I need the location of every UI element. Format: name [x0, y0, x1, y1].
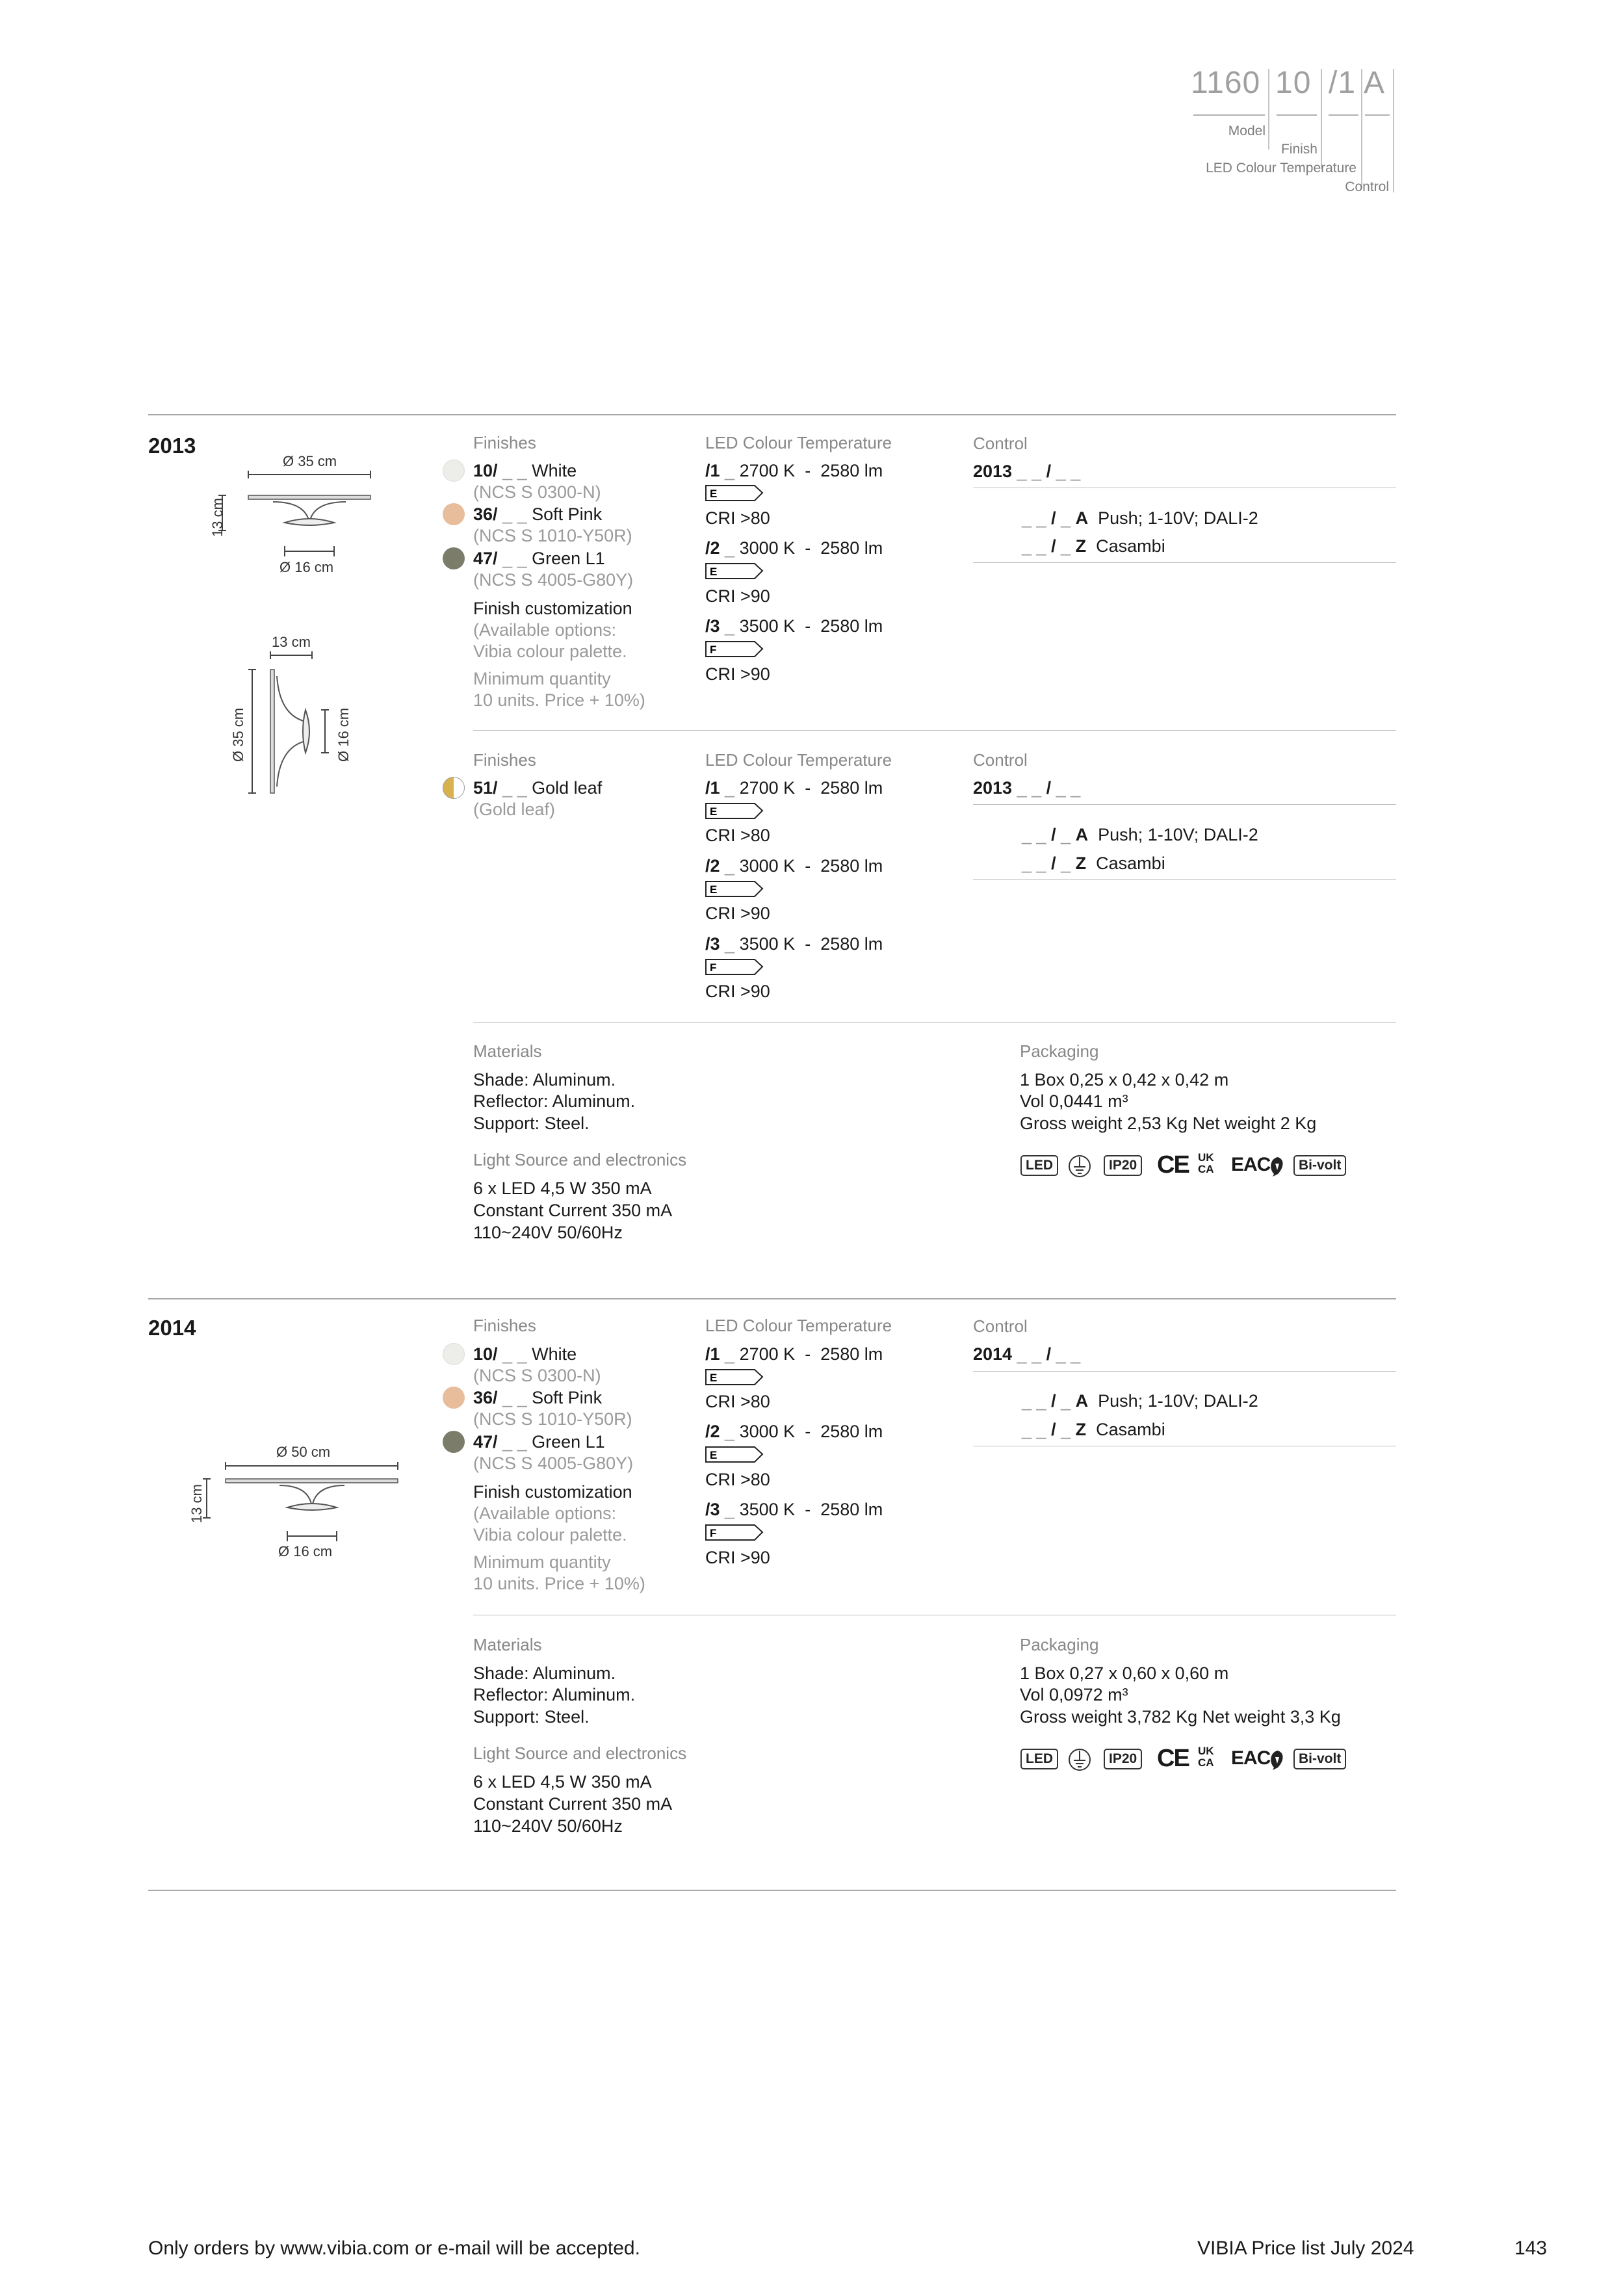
weee-icon	[1266, 1748, 1286, 1771]
divider	[148, 1890, 1396, 1891]
finishes-heading: Finishes	[473, 433, 536, 452]
led-option-1[interactable]: /1 _ 2700 K - 2580 lm	[705, 778, 883, 798]
control-heading: Control	[973, 1316, 1028, 1336]
svg-text:E: E	[710, 883, 718, 896]
light-source-heading: Light Source and electronics	[473, 1743, 687, 1763]
energy-label-icon	[705, 563, 764, 580]
light-source-line: 6 x LED 4,5 W 350 mA	[473, 1772, 652, 1792]
finish-ncs: (NCS S 4005-G80Y)	[473, 570, 634, 590]
svg-text:E: E	[710, 1449, 718, 1461]
light-source-line: 110~240V 50/60Hz	[473, 1223, 623, 1242]
energy-label-icon	[705, 803, 764, 820]
finish-option-green[interactable]: 47/ _ _ Green L1	[473, 549, 605, 568]
led-cri: CRI >90	[705, 664, 770, 684]
class-earth-icon	[1067, 1747, 1092, 1772]
ce-mark-icon: CE	[1157, 1745, 1189, 1772]
finishes-heading: Finishes	[473, 1316, 536, 1335]
led-option-1[interactable]: /1 _ 2700 K - 2580 lm	[705, 461, 883, 480]
finish-swatch-white	[443, 1343, 465, 1365]
finish-customization-note: (Available options:	[473, 620, 617, 640]
led-option-2[interactable]: /2 _ 3000 K - 2580 lm	[705, 1422, 883, 1441]
finish-customization-note: Minimum quantity	[473, 1552, 611, 1572]
energy-label-icon	[705, 641, 764, 658]
divider	[473, 1022, 1396, 1023]
control-option-z[interactable]: _ _ / _ Z Casambi	[1022, 1420, 1165, 1439]
led-option-2[interactable]: /2 _ 3000 K - 2580 lm	[705, 538, 883, 558]
model-code-label-control: Control	[1345, 179, 1389, 194]
material-line: Support: Steel.	[473, 1707, 590, 1727]
control-divider	[973, 879, 1396, 880]
lamp-front-drawing	[188, 1459, 416, 1550]
packaging-line: Gross weight 3,782 Kg Net weight 3,3 Kg	[1020, 1707, 1341, 1727]
finish-swatch-green	[443, 1431, 465, 1453]
model-code-label-model: Model	[1228, 124, 1266, 138]
material-line: Support: Steel.	[473, 1114, 590, 1133]
energy-label-icon	[705, 881, 764, 898]
dim-bottom-diameter: Ø 16 cm	[279, 559, 334, 575]
dim-height: 13 cm	[209, 498, 226, 537]
control-code: 2013 _ _ / _ _	[973, 778, 1081, 798]
light-source-line: 110~240V 50/60Hz	[473, 1816, 623, 1836]
eac-mark-icon: EAC	[1231, 1154, 1271, 1175]
control-code: 2013 _ _ / _ _	[973, 462, 1081, 481]
svg-text:F: F	[710, 644, 717, 656]
finish-option-white[interactable]: 10/ _ _ White	[473, 1344, 577, 1364]
material-line: Shade: Aluminum.	[473, 1070, 616, 1089]
energy-label-icon	[705, 1369, 764, 1386]
led-heading: LED Colour Temperature	[705, 1316, 892, 1335]
led-cri: CRI >90	[705, 904, 770, 923]
finish-customization-note: Vibia colour palette.	[473, 1525, 627, 1545]
led-cri: CRI >80	[705, 1470, 770, 1489]
divider	[148, 1298, 1396, 1299]
model-code-finish: 10	[1275, 66, 1312, 100]
control-divider	[973, 562, 1396, 563]
finishes-heading: Finishes	[473, 750, 536, 770]
light-source-line: Constant Current 350 mA	[473, 1201, 673, 1220]
product-code-2013: 2013	[148, 434, 196, 458]
energy-label-icon	[705, 1524, 764, 1541]
packaging-line: 1 Box 0,25 x 0,42 x 0,42 m	[1020, 1070, 1229, 1089]
led-option-3[interactable]: /3 _ 3500 K - 2580 lm	[705, 616, 883, 636]
finish-ncs: (NCS S 1010-Y50R)	[473, 526, 632, 545]
divider	[473, 730, 1396, 731]
model-code-control: A	[1364, 66, 1386, 100]
page-number: 143	[1514, 2237, 1548, 2259]
led-option-2[interactable]: /2 _ 3000 K - 2580 lm	[705, 856, 883, 876]
product-code-2014: 2014	[148, 1316, 196, 1340]
finish-customization-note: Vibia colour palette.	[473, 642, 627, 661]
lamp-front-drawing	[208, 468, 383, 566]
dim-side-height: Ø 35 cm	[230, 707, 246, 762]
energy-label-icon	[705, 1446, 764, 1463]
finish-customization-note: Minimum quantity	[473, 669, 611, 688]
control-option-z[interactable]: _ _ / _ Z Casambi	[1022, 536, 1165, 556]
energy-label-icon	[705, 959, 764, 976]
light-source-line: 6 x LED 4,5 W 350 mA	[473, 1179, 652, 1198]
packaging-heading: Packaging	[1020, 1041, 1099, 1061]
model-code-led: /1	[1329, 66, 1357, 100]
light-source-line: Constant Current 350 mA	[473, 1794, 673, 1814]
divider	[148, 414, 1396, 415]
bi-volt-icon: Bi-volt	[1293, 1155, 1346, 1176]
materials-heading: Materials	[473, 1041, 542, 1061]
class-earth-icon	[1067, 1154, 1092, 1179]
finish-swatch-gold	[443, 777, 465, 799]
control-heading: Control	[973, 750, 1028, 770]
finish-customization-note: (Available options:	[473, 1504, 617, 1523]
packaging-line: Vol 0,0441 m³	[1020, 1091, 1128, 1111]
dim-height: 13 cm	[188, 1484, 205, 1523]
finish-option-green[interactable]: 47/ _ _ Green L1	[473, 1432, 605, 1452]
material-line: Reflector: Aluminum.	[473, 1091, 636, 1111]
svg-text:E: E	[710, 488, 718, 500]
dim-top-diameter: Ø 50 cm	[276, 1444, 331, 1460]
finish-swatch-soft-pink	[443, 503, 465, 525]
model-code-model: 1160	[1191, 66, 1261, 100]
finish-swatch-soft-pink	[443, 1387, 465, 1409]
led-cri: CRI >80	[705, 826, 770, 845]
svg-text:F: F	[710, 1527, 717, 1539]
dim-bottom-diameter: Ø 16 cm	[278, 1543, 333, 1559]
packaging-line: 1 Box 0,27 x 0,60 x 0,60 m	[1020, 1663, 1229, 1683]
footer-note: Only orders by www.vibia.com or e-mail will be accepted.	[148, 2237, 640, 2259]
bi-volt-icon: Bi-volt	[1293, 1749, 1346, 1769]
svg-text:E: E	[710, 1372, 718, 1384]
model-code-label-led: LED Colour Temperature	[1206, 161, 1357, 176]
finish-customization-note: 10 units. Price + 10%)	[473, 1574, 645, 1593]
control-heading: Control	[973, 434, 1028, 453]
led-cri: CRI >90	[705, 982, 770, 1001]
led-icon: LED	[1020, 1749, 1058, 1769]
finish-customization-note: 10 units. Price + 10%)	[473, 690, 645, 710]
led-cri: CRI >80	[705, 1392, 770, 1411]
packaging-heading: Packaging	[1020, 1635, 1099, 1654]
control-option-a[interactable]: _ _ / _ A Push; 1-10V; DALI-2	[1022, 1391, 1258, 1411]
led-cri: CRI >90	[705, 586, 770, 606]
control-option-a[interactable]: _ _ / _ A Push; 1-10V; DALI-2	[1022, 825, 1258, 844]
svg-text:F: F	[710, 961, 717, 974]
control-code: 2014 _ _ / _ _	[973, 1344, 1081, 1364]
svg-text:E: E	[710, 566, 718, 578]
finish-ncs: (NCS S 4005-G80Y)	[473, 1454, 634, 1473]
led-option-3[interactable]: /3 _ 3500 K - 2580 lm	[705, 934, 883, 954]
control-divider	[973, 1371, 1396, 1372]
led-heading: LED Colour Temperature	[705, 750, 892, 770]
led-cri: CRI >90	[705, 1548, 770, 1567]
led-option-3[interactable]: /3 _ 3500 K - 2580 lm	[705, 1500, 883, 1519]
dim-side-diameter: Ø 16 cm	[335, 707, 352, 762]
control-divider	[973, 804, 1396, 805]
svg-text:E: E	[710, 805, 718, 818]
dim-top-diameter: Ø 35 cm	[283, 453, 337, 469]
dim-side-width: 13 cm	[272, 634, 311, 650]
packaging-line: Gross weight 2,53 Kg Net weight 2 Kg	[1020, 1114, 1317, 1133]
finish-ncs: (Gold leaf)	[473, 800, 556, 819]
ip20-icon: IP20	[1104, 1749, 1142, 1769]
material-line: Reflector: Aluminum.	[473, 1685, 636, 1704]
ip20-icon: IP20	[1104, 1155, 1142, 1176]
light-source-heading: Light Source and electronics	[473, 1150, 687, 1169]
finish-ncs: (NCS S 0300-N)	[473, 1366, 601, 1385]
ce-mark-icon: CE	[1157, 1151, 1189, 1179]
finish-option-white[interactable]: 10/ _ _ White	[473, 461, 577, 480]
footer-brand: VIBIA Price list July 2024	[1197, 2237, 1414, 2259]
finish-option-soft-pink[interactable]: 36/ _ _ Soft Pink	[473, 1388, 603, 1407]
led-cri: CRI >80	[705, 508, 770, 528]
energy-label-icon	[705, 485, 764, 502]
ukca-mark-icon: UK CA	[1198, 1745, 1214, 1769]
ukca-mark-icon: UK CA	[1198, 1151, 1214, 1175]
finish-swatch-white	[443, 460, 465, 482]
control-option-z[interactable]: _ _ / _ Z Casambi	[1022, 854, 1165, 873]
finish-customization-title: Finish customization	[473, 1482, 632, 1502]
finish-swatch-green	[443, 547, 465, 569]
finish-option-gold[interactable]: 51/ _ _ Gold leaf	[473, 778, 603, 798]
led-heading: LED Colour Temperature	[705, 433, 892, 452]
model-code-label-finish: Finish	[1280, 142, 1318, 157]
finish-customization-title: Finish customization	[473, 599, 632, 618]
materials-heading: Materials	[473, 1635, 542, 1654]
eac-mark-icon: EAC	[1231, 1747, 1271, 1769]
packaging-line: Vol 0,0972 m³	[1020, 1685, 1128, 1704]
control-option-a[interactable]: _ _ / _ A Push; 1-10V; DALI-2	[1022, 508, 1258, 528]
led-icon: LED	[1020, 1155, 1058, 1176]
finish-option-soft-pink[interactable]: 36/ _ _ Soft Pink	[473, 504, 603, 524]
weee-icon	[1266, 1155, 1286, 1178]
material-line: Shade: Aluminum.	[473, 1663, 616, 1683]
finish-ncs: (NCS S 1010-Y50R)	[473, 1409, 632, 1429]
led-option-1[interactable]: /1 _ 2700 K - 2580 lm	[705, 1344, 883, 1364]
finish-ncs: (NCS S 0300-N)	[473, 482, 601, 502]
